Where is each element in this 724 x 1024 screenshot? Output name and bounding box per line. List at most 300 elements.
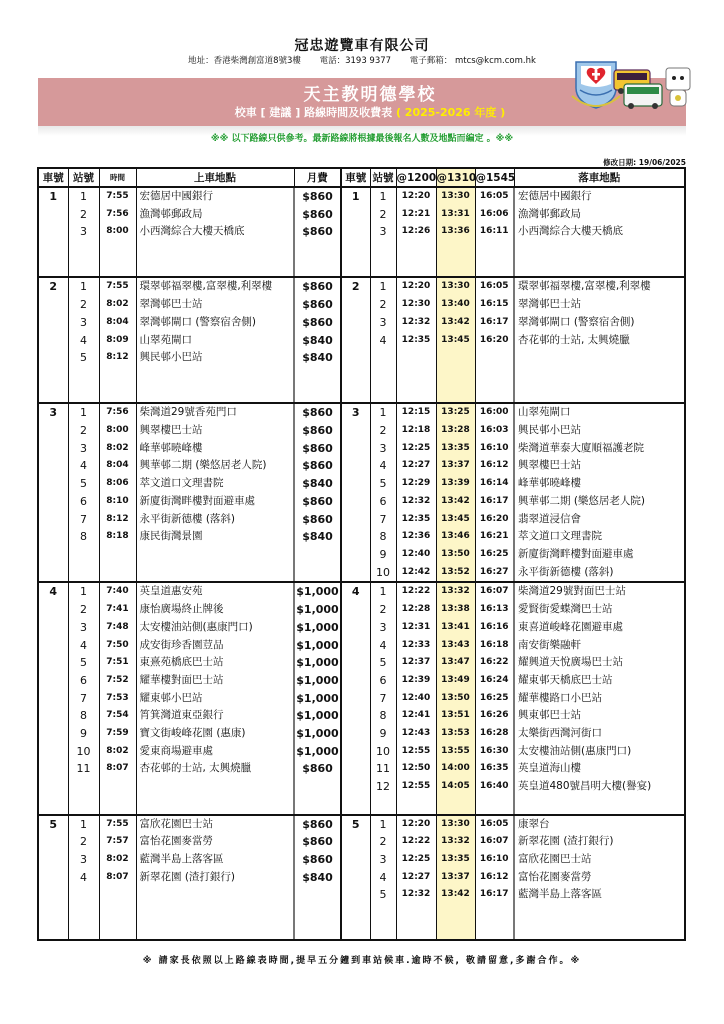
bus-number xyxy=(38,760,68,778)
return-bus-number: 4 xyxy=(341,582,370,601)
dropoff-stop-number: 4 xyxy=(370,457,396,475)
dropoff-stop-number: 1 xyxy=(370,187,396,206)
pickup-location: 翠灣邨巴士站 xyxy=(136,296,294,314)
dropoff-time-1310: 13:37 xyxy=(436,869,475,887)
return-bus-number xyxy=(341,796,370,815)
dropoff-stop-number: 1 xyxy=(370,403,396,422)
dropoff-time-1545: 16:21 xyxy=(475,528,514,546)
header-pickup-location: 上車地點 xyxy=(136,168,294,187)
bus-number: 5 xyxy=(38,815,68,834)
return-bus-number xyxy=(341,241,370,259)
table-row xyxy=(38,796,685,815)
dropoff-time-1200: 12:41 xyxy=(396,707,436,725)
return-bus-number xyxy=(341,546,370,564)
bus-number xyxy=(38,528,68,546)
school-year: ( 2025-2026 年度 ) xyxy=(395,106,506,119)
pickup-stop-number: 1 xyxy=(68,277,99,296)
bus-number xyxy=(38,886,68,904)
dropoff-time-1310: 13:30 xyxy=(436,815,475,834)
bus-number xyxy=(38,637,68,655)
table-row xyxy=(38,654,685,672)
dropoff-time-1310: 13:32 xyxy=(436,833,475,851)
pickup-time: 7:55 xyxy=(99,187,136,206)
dropoff-time-1545: 16:17 xyxy=(475,314,514,332)
pickup-time xyxy=(99,886,136,904)
pickup-location xyxy=(136,385,294,404)
pickup-location: 康民街灣景園 xyxy=(136,528,294,546)
pickup-time: 8:02 xyxy=(99,743,136,761)
monthly-fee: $1,000 xyxy=(294,654,341,672)
bus-number xyxy=(38,869,68,887)
pickup-stop-number: 1 xyxy=(68,815,99,834)
dropoff-stop-number: 8 xyxy=(370,707,396,725)
return-bus-number: 3 xyxy=(341,403,370,422)
dropoff-time-1545: 16:05 xyxy=(475,815,514,834)
dropoff-location: 興翠樓巴士站 xyxy=(518,459,581,472)
pickup-time: 7:54 xyxy=(99,707,136,725)
monthly-fee: $860 xyxy=(294,206,341,224)
dropoff-time-1545: 16:10 xyxy=(475,440,514,458)
bus-number xyxy=(38,922,68,941)
monthly-fee xyxy=(294,796,341,815)
dropoff-time-1200: 12:43 xyxy=(396,725,436,743)
dropoff-time-1310: 13:32 xyxy=(436,582,475,601)
table-row xyxy=(38,851,685,869)
bus-number xyxy=(38,904,68,922)
pickup-stop-number xyxy=(68,241,99,259)
pickup-location: 康怡廣場終止牌後 xyxy=(136,601,294,619)
return-bus-number xyxy=(341,619,370,637)
dropoff-location: 愛賢街愛蝶灣巴士站 xyxy=(518,603,613,616)
pickup-location: 興民邨小巴站 xyxy=(136,349,294,367)
bus-number: 2 xyxy=(38,277,68,296)
table-row xyxy=(38,637,685,655)
dropoff-location xyxy=(514,922,685,941)
table-row xyxy=(38,277,685,296)
pickup-time xyxy=(99,241,136,259)
monthly-fee xyxy=(294,564,341,583)
dropoff-time-1545 xyxy=(475,385,514,404)
dropoff-time-1310: 13:31 xyxy=(436,206,475,224)
table-row xyxy=(38,475,685,493)
return-bus-number xyxy=(341,922,370,941)
table-row xyxy=(38,332,685,350)
return-bus-number xyxy=(341,886,370,904)
dropoff-time-1310: 13:37 xyxy=(436,457,475,475)
dropoff-time-1200: 12:20 xyxy=(396,815,436,834)
bus-number xyxy=(38,511,68,529)
dropoff-stop-number: 11 xyxy=(370,760,396,778)
dropoff-time-1310: 13:49 xyxy=(436,672,475,690)
dropoff-time-1200: 12:20 xyxy=(396,187,436,206)
dropoff-stop-number: 5 xyxy=(370,475,396,493)
dropoff-time-1200: 12:18 xyxy=(396,422,436,440)
dropoff-time-1310 xyxy=(436,904,475,922)
dropoff-stop-number: 1 xyxy=(370,582,396,601)
pickup-time: 8:07 xyxy=(99,869,136,887)
dropoff-location: 興民邨小巴站 xyxy=(518,424,581,437)
dropoff-time-1545 xyxy=(475,796,514,815)
dropoff-time-1545: 16:12 xyxy=(475,457,514,475)
return-bus-number xyxy=(341,457,370,475)
dropoff-time-1200: 12:32 xyxy=(396,493,436,511)
monthly-fee: $860 xyxy=(294,403,341,422)
dropoff-time-1200: 12:30 xyxy=(396,296,436,314)
table-row xyxy=(38,619,685,637)
pickup-location xyxy=(136,796,294,815)
pickup-location: 萃文道口文理書院 xyxy=(136,475,294,493)
pickup-stop-number: 8 xyxy=(68,528,99,546)
pickup-time xyxy=(99,922,136,941)
dropoff-time-1200: 12:50 xyxy=(396,760,436,778)
table-row xyxy=(38,546,685,564)
header-bus-no-return: 車號 xyxy=(341,168,370,187)
pickup-stop-number: 5 xyxy=(68,349,99,367)
monthly-fee: $860 xyxy=(294,277,341,296)
pickup-location: 永平街新德樓 (落斜) xyxy=(136,511,294,529)
dropoff-time-1200: 12:55 xyxy=(396,743,436,761)
table-row xyxy=(38,725,685,743)
table-row xyxy=(38,528,685,546)
dropoff-stop-number: 4 xyxy=(370,869,396,887)
return-bus-number xyxy=(341,332,370,350)
dropoff-time-1545: 16:14 xyxy=(475,475,514,493)
pickup-stop-number: 3 xyxy=(68,223,99,241)
table-row xyxy=(38,422,685,440)
bus-number xyxy=(38,833,68,851)
dropoff-time-1310: 13:50 xyxy=(436,690,475,708)
dropoff-location: 柴灣道29號對面巴士站 xyxy=(518,585,626,598)
return-bus-number xyxy=(341,314,370,332)
pickup-time: 7:55 xyxy=(99,815,136,834)
dropoff-time-1310 xyxy=(436,922,475,941)
table-row xyxy=(38,440,685,458)
pickup-stop-number xyxy=(68,922,99,941)
dropoff-location: 耀東邨天橋底巴士站 xyxy=(518,673,613,686)
pickup-time: 7:55 xyxy=(99,277,136,296)
header-dropoff-location: 落車地點 xyxy=(514,168,685,187)
return-bus-number xyxy=(341,475,370,493)
route-schedule-table xyxy=(37,167,686,941)
pickup-time: 7:56 xyxy=(99,206,136,224)
return-bus-number xyxy=(341,672,370,690)
monthly-fee: $860 xyxy=(294,314,341,332)
dropoff-time-1200 xyxy=(396,349,436,367)
table-row xyxy=(38,778,685,796)
pickup-time xyxy=(99,796,136,815)
dropoff-location: 富怡花園麥當勞 xyxy=(518,870,592,883)
table-row xyxy=(38,760,685,778)
dropoff-time-1200: 12:40 xyxy=(396,546,436,564)
dropoff-time-1200: 12:42 xyxy=(396,564,436,583)
table-row xyxy=(38,743,685,761)
footer-note: ※ 請家長依照以上路線表時間,提早五分鐘到車站候車.逾時不候, 敬請留意,多謝合作。※ xyxy=(142,956,582,966)
dropoff-location: 東喜道峻峰花園避車處 xyxy=(518,620,623,633)
bus-number: 1 xyxy=(38,187,68,206)
dropoff-time-1545: 16:25 xyxy=(475,690,514,708)
monthly-fee: $840 xyxy=(294,332,341,350)
return-bus-number: 5 xyxy=(341,815,370,834)
dropoff-time-1200 xyxy=(396,796,436,815)
dropoff-time-1200: 12:35 xyxy=(396,511,436,529)
pickup-location: 英皇道惠安苑 xyxy=(136,582,294,601)
dropoff-time-1310: 13:40 xyxy=(436,296,475,314)
dropoff-stop-number: 10 xyxy=(370,564,396,583)
return-bus-number xyxy=(341,690,370,708)
return-bus-number: 2 xyxy=(341,277,370,296)
return-bus-number: 1 xyxy=(341,187,370,206)
bus-number xyxy=(38,778,68,796)
dropoff-location: 耀華樓路口小巴站 xyxy=(518,691,602,704)
table-row xyxy=(38,690,685,708)
dropoff-time-1200: 12:37 xyxy=(396,654,436,672)
dropoff-time-1310: 13:51 xyxy=(436,707,475,725)
header-stop-no-return: 站號 xyxy=(370,168,396,187)
bus-number: 3 xyxy=(38,403,68,422)
dropoff-time-1200: 12:27 xyxy=(396,869,436,887)
pickup-location xyxy=(136,546,294,564)
monthly-fee: $840 xyxy=(294,528,341,546)
dropoff-location: 太安樓油站側(惠康門口) xyxy=(518,744,632,757)
pickup-stop-number: 4 xyxy=(68,869,99,887)
dropoff-time-1200 xyxy=(396,904,436,922)
dropoff-stop-number: 3 xyxy=(370,619,396,637)
pickup-stop-number: 10 xyxy=(68,743,99,761)
return-bus-number xyxy=(341,654,370,672)
dropoff-stop-number: 12 xyxy=(370,778,396,796)
dropoff-stop-number: 6 xyxy=(370,672,396,690)
table-row xyxy=(38,493,685,511)
dropoff-time-1545: 16:28 xyxy=(475,725,514,743)
return-bus-number xyxy=(341,760,370,778)
return-bus-number xyxy=(341,833,370,851)
table-row xyxy=(38,349,685,367)
header-time-1310: @1310 xyxy=(436,168,475,187)
dropoff-time-1200 xyxy=(396,385,436,404)
monthly-fee: $840 xyxy=(294,869,341,887)
table-row xyxy=(38,296,685,314)
dropoff-time-1200 xyxy=(396,259,436,278)
bus-number xyxy=(38,475,68,493)
pickup-location: 藍灣半島上落客區 xyxy=(136,851,294,869)
bus-number xyxy=(38,672,68,690)
dropoff-time-1545: 16:25 xyxy=(475,546,514,564)
dropoff-time-1310: 13:42 xyxy=(436,314,475,332)
table-row xyxy=(38,564,685,583)
dropoff-time-1200: 12:15 xyxy=(396,403,436,422)
dropoff-stop-number: 6 xyxy=(370,493,396,511)
bus-number xyxy=(38,619,68,637)
monthly-fee: $1,000 xyxy=(294,690,341,708)
table-row xyxy=(38,815,685,834)
return-bus-number xyxy=(341,707,370,725)
dropoff-time-1545: 16:17 xyxy=(475,493,514,511)
dropoff-stop-number: 3 xyxy=(370,440,396,458)
dropoff-location: 興東邨巴士站 xyxy=(518,709,581,722)
dropoff-time-1310: 13:41 xyxy=(436,619,475,637)
pickup-location: 筲箕灣道東亞銀行 xyxy=(136,707,294,725)
bus-number xyxy=(38,241,68,259)
dropoff-location: 新廈街灣畔樓對面避車處 xyxy=(518,548,634,560)
dropoff-time-1310: 13:30 xyxy=(436,187,475,206)
monthly-fee xyxy=(294,922,341,941)
dropoff-time-1200: 12:32 xyxy=(396,886,436,904)
pickup-stop-number: 1 xyxy=(68,403,99,422)
table-row xyxy=(38,187,685,206)
dropoff-time-1545: 16:15 xyxy=(475,296,514,314)
dropoff-location xyxy=(514,367,685,385)
dropoff-location: 柴灣道華泰大廈順福護老院 xyxy=(518,441,644,454)
dropoff-stop-number: 9 xyxy=(370,725,396,743)
mascot-icon xyxy=(666,68,690,106)
header-time-1545: @1545 xyxy=(475,168,514,187)
table-row xyxy=(38,886,685,904)
dropoff-time-1545 xyxy=(475,367,514,385)
dropoff-time-1545: 16:13 xyxy=(475,601,514,619)
monthly-fee: $860 xyxy=(294,760,341,778)
pickup-time: 8:04 xyxy=(99,314,136,332)
table-row xyxy=(38,833,685,851)
dropoff-time-1200: 12:33 xyxy=(396,637,436,655)
table-row xyxy=(38,385,685,404)
return-bus-number xyxy=(341,422,370,440)
return-bus-number xyxy=(341,259,370,278)
dropoff-time-1200: 12:35 xyxy=(396,332,436,350)
pickup-location: 峰華邨曉峰樓 xyxy=(136,440,294,458)
dropoff-time-1200: 12:25 xyxy=(396,851,436,869)
pickup-location: 富怡花園麥當勞 xyxy=(136,833,294,851)
dropoff-location: 翠灣邨閘口 (警察宿舍側) xyxy=(518,315,635,328)
dropoff-stop-number: 4 xyxy=(370,637,396,655)
dropoff-time-1545 xyxy=(475,349,514,367)
dropoff-stop-number: 2 xyxy=(370,422,396,440)
dropoff-time-1200 xyxy=(396,367,436,385)
dropoff-time-1545: 16:03 xyxy=(475,422,514,440)
pickup-time: 8:06 xyxy=(99,475,136,493)
dropoff-time-1200 xyxy=(396,922,436,941)
dropoff-stop-number xyxy=(370,367,396,385)
dropoff-stop-number: 3 xyxy=(370,851,396,869)
monthly-fee: $860 xyxy=(294,223,341,241)
pickup-stop-number: 1 xyxy=(68,582,99,601)
bus-number xyxy=(38,546,68,564)
dropoff-stop-number xyxy=(370,385,396,404)
return-bus-number xyxy=(341,564,370,583)
table-body xyxy=(38,187,685,940)
dropoff-location: 宏德居中國銀行 xyxy=(518,190,592,202)
dropoff-time-1310: 13:53 xyxy=(436,725,475,743)
pickup-stop-number: 8 xyxy=(68,707,99,725)
monthly-fee xyxy=(294,367,341,385)
table-header-row xyxy=(38,168,685,187)
header-time-1200: @1200 xyxy=(396,168,436,187)
pickup-time xyxy=(99,259,136,278)
bus-number xyxy=(38,259,68,278)
pickup-stop-number xyxy=(68,259,99,278)
dropoff-time-1310: 13:50 xyxy=(436,546,475,564)
return-bus-number xyxy=(341,869,370,887)
school-crest-icon xyxy=(572,62,620,108)
pickup-time: 8:02 xyxy=(99,440,136,458)
bus-number xyxy=(38,385,68,404)
monthly-fee xyxy=(294,904,341,922)
bus-number xyxy=(38,743,68,761)
dropoff-time-1200: 12:31 xyxy=(396,619,436,637)
pickup-time: 8:10 xyxy=(99,493,136,511)
bus-number xyxy=(38,601,68,619)
pickup-stop-number: 2 xyxy=(68,296,99,314)
pickup-location xyxy=(136,904,294,922)
subtitle-text: 校車 [ 建議 ] 路線時間及收費表 xyxy=(234,106,393,119)
pickup-time: 8:00 xyxy=(99,422,136,440)
dropoff-time-1200: 12:21 xyxy=(396,206,436,224)
dropoff-stop-number: 8 xyxy=(370,528,396,546)
dropoff-time-1310: 13:38 xyxy=(436,601,475,619)
dropoff-stop-number: 2 xyxy=(370,601,396,619)
dropoff-time-1310 xyxy=(436,385,475,404)
dropoff-time-1200: 12:26 xyxy=(396,223,436,241)
dropoff-time-1200: 12:28 xyxy=(396,601,436,619)
monthly-fee: $860 xyxy=(294,851,341,869)
pickup-stop-number: 7 xyxy=(68,690,99,708)
return-bus-number xyxy=(341,206,370,224)
pickup-location xyxy=(136,778,294,796)
dropoff-stop-number xyxy=(370,259,396,278)
pickup-location: 柴灣道29號香苑門口 xyxy=(136,403,294,422)
pickup-time xyxy=(99,546,136,564)
pickup-location: 山翠苑閘口 xyxy=(136,332,294,350)
pickup-time: 7:51 xyxy=(99,654,136,672)
bus-number xyxy=(38,725,68,743)
bus-number xyxy=(38,367,68,385)
monthly-fee: $1,000 xyxy=(294,725,341,743)
return-bus-number xyxy=(341,296,370,314)
dropoff-stop-number xyxy=(370,349,396,367)
dropoff-time-1545 xyxy=(475,904,514,922)
dropoff-stop-number: 7 xyxy=(370,511,396,529)
bus-number xyxy=(38,422,68,440)
monthly-fee: $860 xyxy=(294,493,341,511)
dropoff-time-1310: 14:05 xyxy=(436,778,475,796)
pickup-location: 東熹苑橋底巴士站 xyxy=(136,654,294,672)
dropoff-time-1200: 12:25 xyxy=(396,440,436,458)
monthly-fee: $860 xyxy=(294,511,341,529)
dropoff-time-1310: 13:46 xyxy=(436,528,475,546)
monthly-fee: $860 xyxy=(294,457,341,475)
school-name: 天主教明德學校 xyxy=(303,85,437,105)
dropoff-time-1545: 16:24 xyxy=(475,672,514,690)
table-row xyxy=(38,922,685,941)
table-row xyxy=(38,403,685,422)
company-address: 地址：香港柴灣創富道8號3樓 xyxy=(188,56,301,66)
bus-number xyxy=(38,440,68,458)
monthly-fee: $840 xyxy=(294,349,341,367)
pickup-location: 環翠邨福翠樓,富翠樓,利翠樓 xyxy=(136,277,294,296)
return-bus-number xyxy=(341,851,370,869)
bus-number: 4 xyxy=(38,582,68,601)
dropoff-time-1310: 13:35 xyxy=(436,851,475,869)
dropoff-stop-number: 1 xyxy=(370,277,396,296)
dropoff-time-1200: 12:32 xyxy=(396,314,436,332)
return-bus-number xyxy=(341,349,370,367)
pickup-time: 7:52 xyxy=(99,672,136,690)
table-row xyxy=(38,707,685,725)
pickup-location: 興華邨二期 (樂悠居老人院) xyxy=(136,457,294,475)
table-row xyxy=(38,206,685,224)
monthly-fee: $1,000 xyxy=(294,707,341,725)
dropoff-location: 康翠台 xyxy=(518,817,550,830)
monthly-fee: $860 xyxy=(294,440,341,458)
